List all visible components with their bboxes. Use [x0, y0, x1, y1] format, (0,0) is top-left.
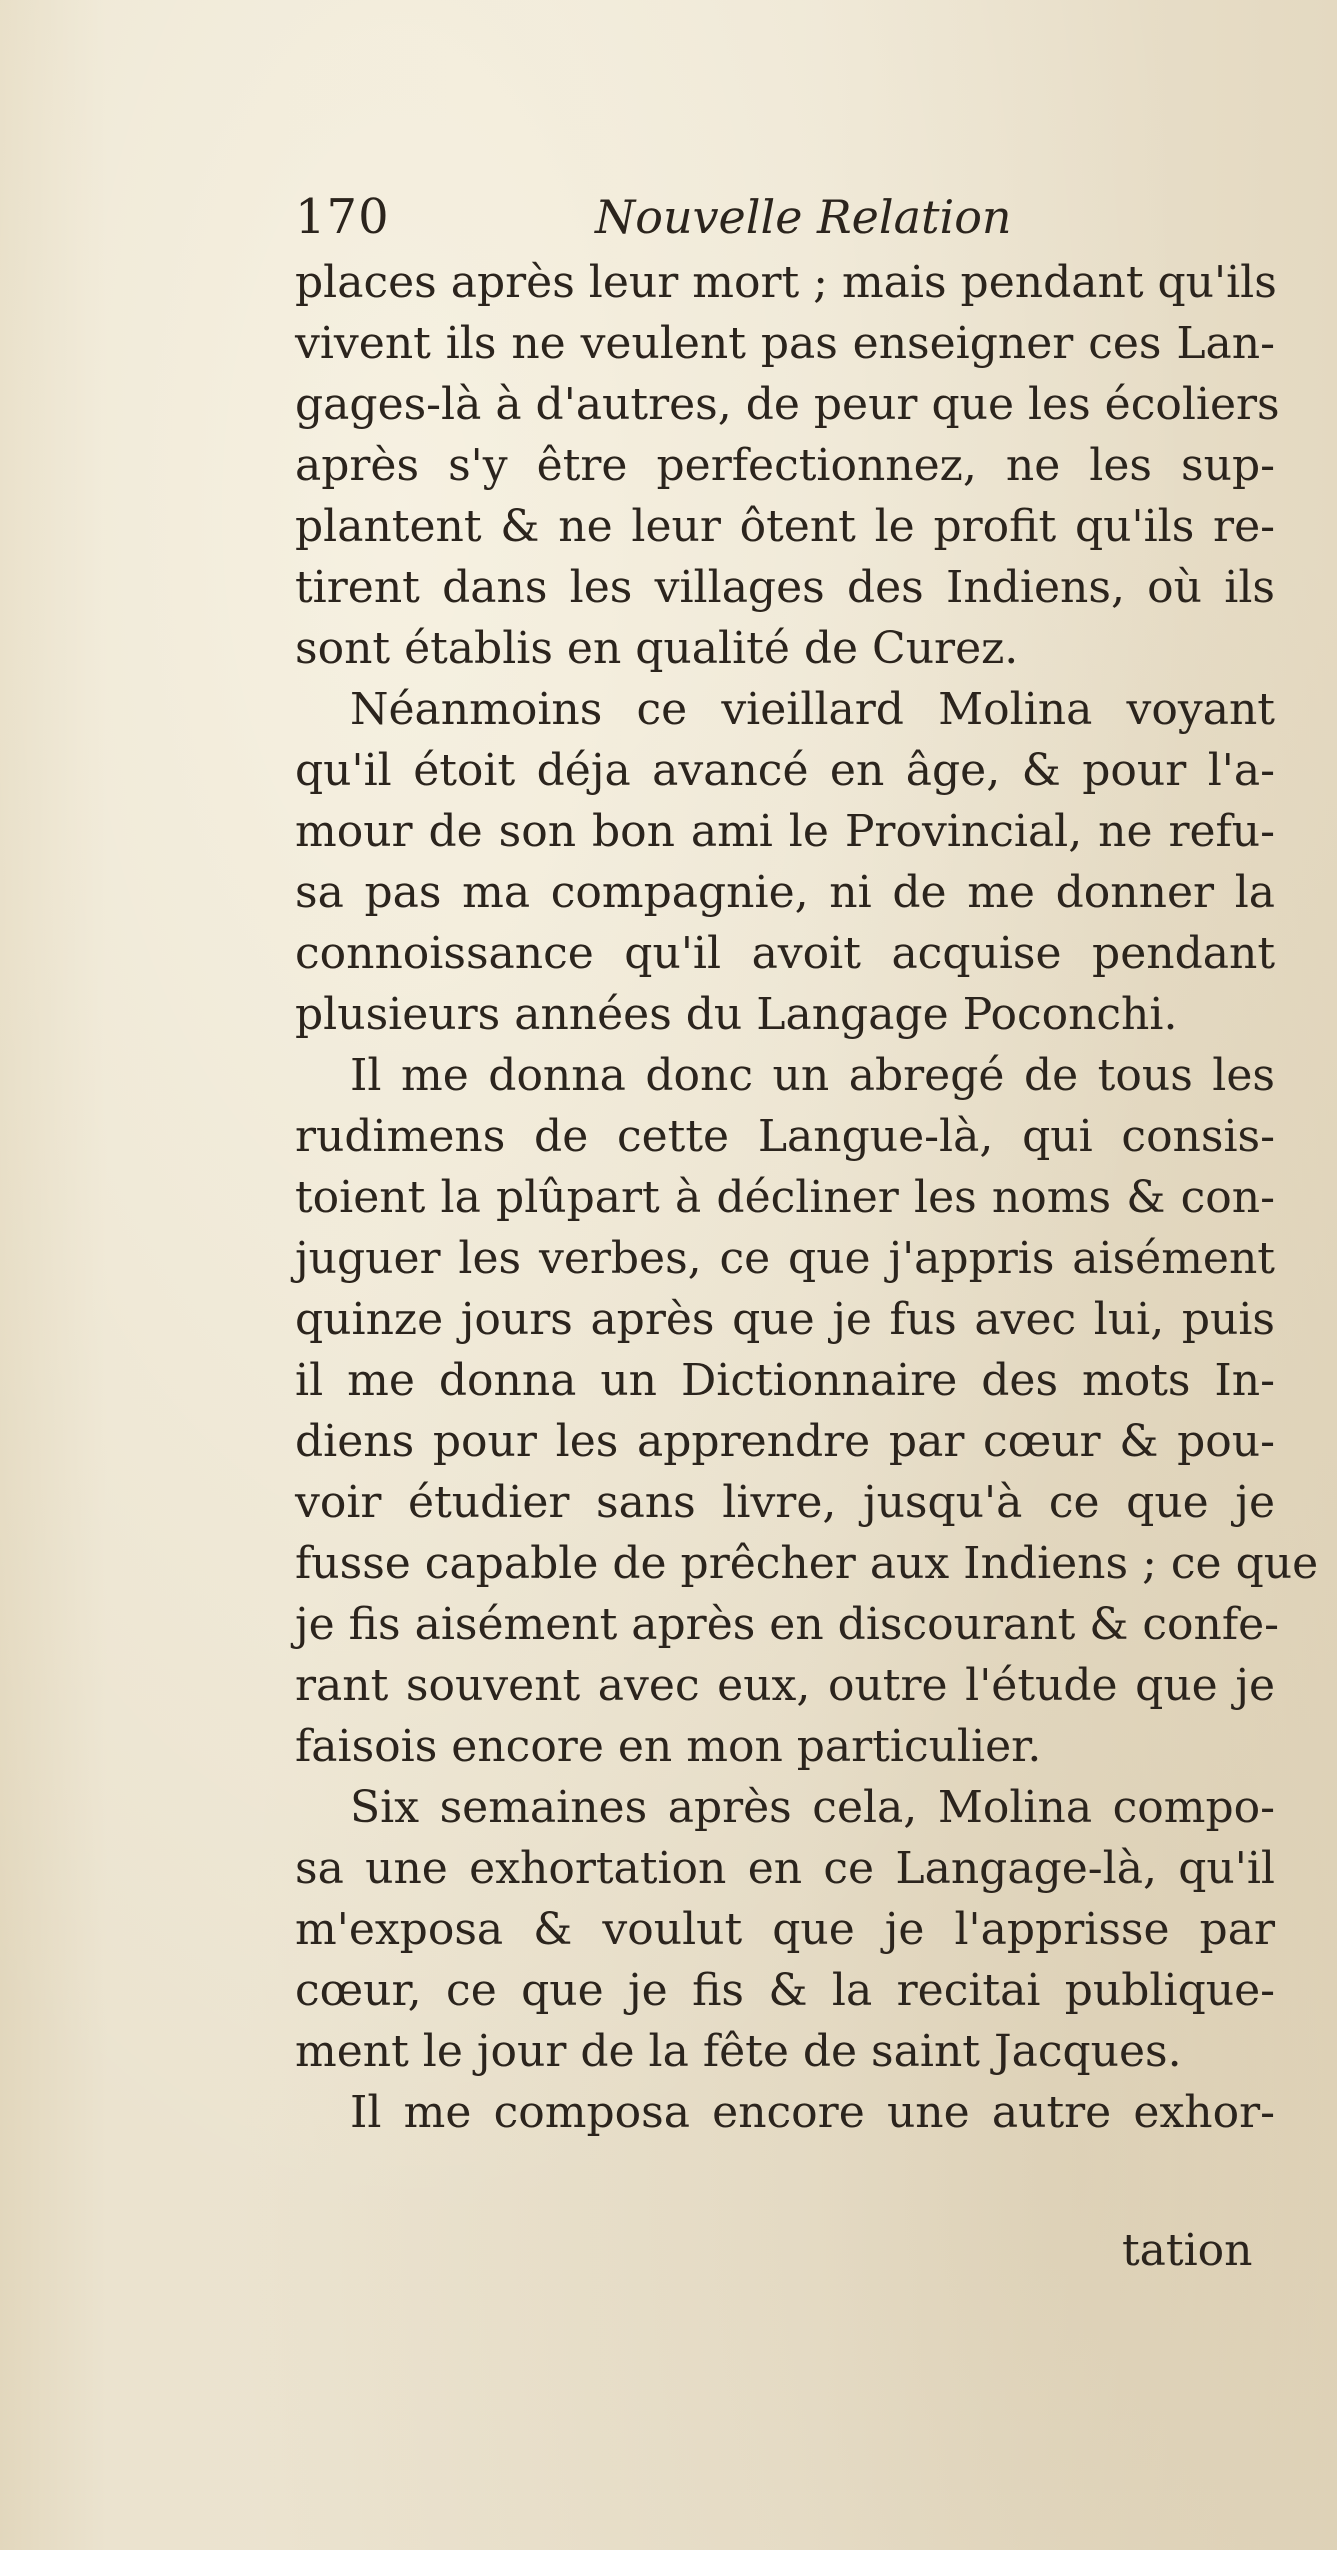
text-line: m'exposa & voulut que je l'apprisse par [295, 1904, 1275, 1955]
text-line: rant souvent avec eux, outre l'étude que je [295, 1660, 1275, 1711]
text-line: après s'y être perfectionnez, ne les sup- [295, 440, 1275, 491]
paragraph-start-line: Il me composa encore une autre exhor- [350, 2087, 1275, 2138]
text-line: voir étudier sans livre, jusqu'à ce que je [295, 1477, 1275, 1528]
text-line: places après leur mort ; mais pendant qu'ils [295, 257, 1277, 308]
text-line: sa pas ma compagnie, ni de me donner la [295, 867, 1275, 918]
text-line: fusse capable de prêcher aux Indiens ; ce que [295, 1538, 1319, 1589]
running-head [295, 182, 1015, 252]
text-line: sa une exhortation en ce Langage-là, qu'il [295, 1843, 1275, 1894]
text-line: juguer les verbes, ce que j'appris aisément [295, 1233, 1275, 1284]
text-line: gages-là à d'autres, de peur que les écoliers [295, 379, 1280, 430]
text-line: plusieurs années du Langage Poconchi. [295, 989, 1178, 1040]
paragraph-start-line: Il me donna donc un abregé de tous les [350, 1050, 1275, 1101]
text-line: faisois encore en mon particulier. [295, 1721, 1042, 1772]
catchword: tation [1122, 2225, 1253, 2276]
text-line: sont établis en qualité de Curez. [295, 623, 1019, 674]
text-line: diens pour les apprendre par cœur & pou- [295, 1416, 1275, 1467]
text-line: qu'il étoit déja avancé en âge, & pour l'a- [295, 745, 1275, 796]
text-line: rudimens de cette Langue-là, qui consis- [295, 1111, 1275, 1162]
text-line: toient la plûpart à décliner les noms & con- [295, 1172, 1275, 1223]
paragraph-start-line: Néanmoins ce vieillard Molina voyant [350, 684, 1275, 735]
text-line: ment le jour de la fête de saint Jacques. [295, 2026, 1182, 2077]
text-line: mour de son bon ami le Provincial, ne refu- [295, 806, 1275, 857]
text-line: connoissance qu'il avoit acquise pendant [295, 928, 1275, 979]
body-text [295, 252, 1319, 2143]
text-line: je fis aisément après en discourant & confe- [295, 1599, 1280, 1650]
text-line: quinze jours après que je fus avec lui, puis [295, 1294, 1275, 1345]
page-number: 170 [295, 189, 390, 245]
text-line: il me donna un Dictionnaire des mots In- [295, 1355, 1275, 1406]
text-line: cœur, ce que je fis & la recitai publique- [295, 1965, 1275, 2016]
text-line: plantent & ne leur ôtent le profit qu'ils re- [295, 501, 1275, 552]
paragraph-start-line: Six semaines après cela, Molina compo- [350, 1782, 1275, 1833]
running-title: Nouvelle Relation [595, 190, 1012, 244]
text-line: vivent ils ne veulent pas enseigner ces Lan- [295, 318, 1275, 369]
text-line: tirent dans les villages des Indiens, où ils [295, 562, 1275, 613]
